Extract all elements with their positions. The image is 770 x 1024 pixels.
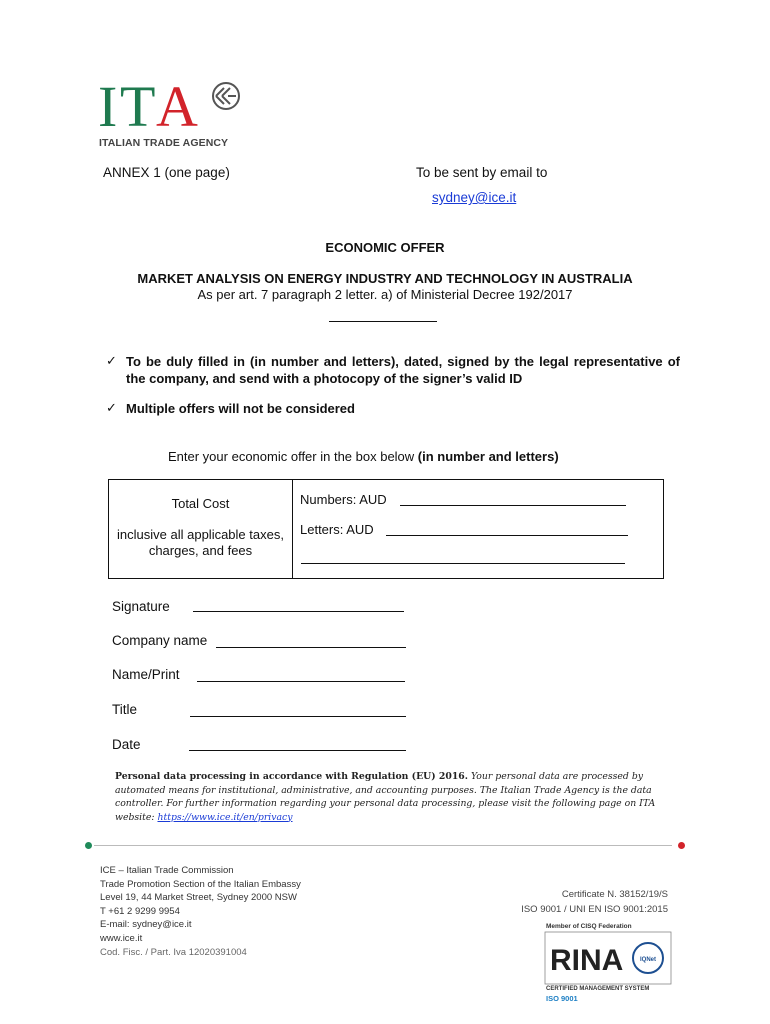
send-to-label: To be sent by email to xyxy=(416,165,548,180)
certificate-number: Certificate N. 38152/19/S xyxy=(561,889,668,900)
footer-email[interactable]: E-mail: sydney@ice.it xyxy=(100,919,192,931)
company-name-field[interactable] xyxy=(216,647,406,648)
logo-letter-i: I xyxy=(98,78,118,138)
total-cost-label: Total Cost xyxy=(171,496,230,511)
certification-info xyxy=(521,888,668,917)
name-print-field[interactable] xyxy=(197,681,405,682)
offer-instruction-bold: (in number and letters) xyxy=(417,449,559,464)
instruction-fill-in: To be duly filled in (in number and letters), dated, signed by the legal representative of the company, and send with a photocopy of the signer’s valid ID xyxy=(126,354,680,386)
footer-phone: T +61 2 9299 9954 xyxy=(100,905,180,917)
privacy-link[interactable]: https://www.ice.it/en/privacy xyxy=(157,811,293,823)
rina-system-label: CERTIFIED MANAGEMENT SYSTEM xyxy=(546,986,650,992)
privacy-heading: Personal data processing in accordance with Regulation (EU) 2016. xyxy=(115,771,469,782)
footer-fiscal-code: Cod. Fisc. / Part. Iva 12020391004 xyxy=(100,946,247,958)
logo-letter-a: A xyxy=(156,78,198,138)
date-label: Date xyxy=(112,737,141,752)
footer-org: ICE – Italian Trade Commission xyxy=(100,865,234,876)
annex-label: ANNEX 1 (one page) xyxy=(103,165,230,180)
name-print-label: Name/Print xyxy=(112,667,180,682)
title-label: Title xyxy=(112,702,138,717)
inclusive-taxes-label: inclusive all applicable taxes, charges, and fees xyxy=(117,527,284,558)
footer-divider xyxy=(94,845,672,846)
letters-aud-field-continued[interactable] xyxy=(301,563,625,564)
footer-section: Trade Promotion Section of the Italian Embassy xyxy=(100,878,301,890)
privacy-body: Your personal data are processed by automated means for institutional, administrative, and accounting purposes. The Italian Trade Agency is the data controller. For further information regarding your personal data processing, please visit the following page on ITA website: xyxy=(115,771,656,823)
instruction-multiple-offers: Multiple offers will not be considered xyxy=(126,401,355,416)
market-analysis-title: MARKET ANALYSIS ON ENERGY INDUSTRY AND TECHNOLOGY IN AUSTRALIA xyxy=(137,271,633,286)
economic-offer-box xyxy=(108,479,664,579)
footer-address: Level 19, 44 Market Street, Sydney 2000 NSW xyxy=(100,892,297,904)
iqnet-label: IQNet xyxy=(639,957,657,963)
footer-web[interactable]: www.ice.it xyxy=(100,932,143,944)
company-name-label: Company name xyxy=(112,633,208,648)
economic-offer-title: ECONOMIC OFFER xyxy=(325,240,445,255)
logo-letter-t: T xyxy=(120,78,156,138)
numbers-aud-field[interactable] xyxy=(400,505,626,506)
privacy-notice xyxy=(115,770,671,824)
rina-iso-label: ISO 9001 xyxy=(546,994,578,1003)
checkmark-icon: ✓ xyxy=(106,400,117,415)
email-link[interactable]: sydney@ice.it xyxy=(432,190,517,205)
footer-contact-info xyxy=(100,864,301,959)
letters-aud-field[interactable] xyxy=(386,535,628,536)
footer-dot-green xyxy=(85,842,92,849)
offer-instruction xyxy=(168,449,559,464)
table-divider xyxy=(292,480,293,578)
title-field[interactable] xyxy=(190,716,406,717)
signature-field[interactable] xyxy=(193,611,404,612)
ita-logo-mark xyxy=(98,78,248,138)
date-field[interactable] xyxy=(189,750,406,751)
decree-reference: As per art. 7 paragraph 2 letter. a) of Ministerial Decree 192/2017 xyxy=(197,287,573,302)
agency-name: ITALIAN TRADE AGENCY xyxy=(99,137,229,149)
numbers-aud-label: Numbers: AUD xyxy=(300,492,387,507)
rina-member-text: Member of CISQ Federation xyxy=(546,923,632,930)
offer-instruction-text: Enter your economic offer in the box below xyxy=(168,449,418,464)
letters-aud-label: Letters: AUD xyxy=(300,522,374,537)
checkmark-icon: ✓ xyxy=(106,353,117,368)
rina-wordmark: RINA xyxy=(550,944,624,977)
title-separator xyxy=(329,321,437,322)
signature-label: Signature xyxy=(112,599,170,614)
footer-dot-red xyxy=(678,842,685,849)
iso-standard: ISO 9001 / UNI EN ISO 9001:2015 xyxy=(521,903,668,915)
logo-arrows-icon xyxy=(216,88,236,104)
